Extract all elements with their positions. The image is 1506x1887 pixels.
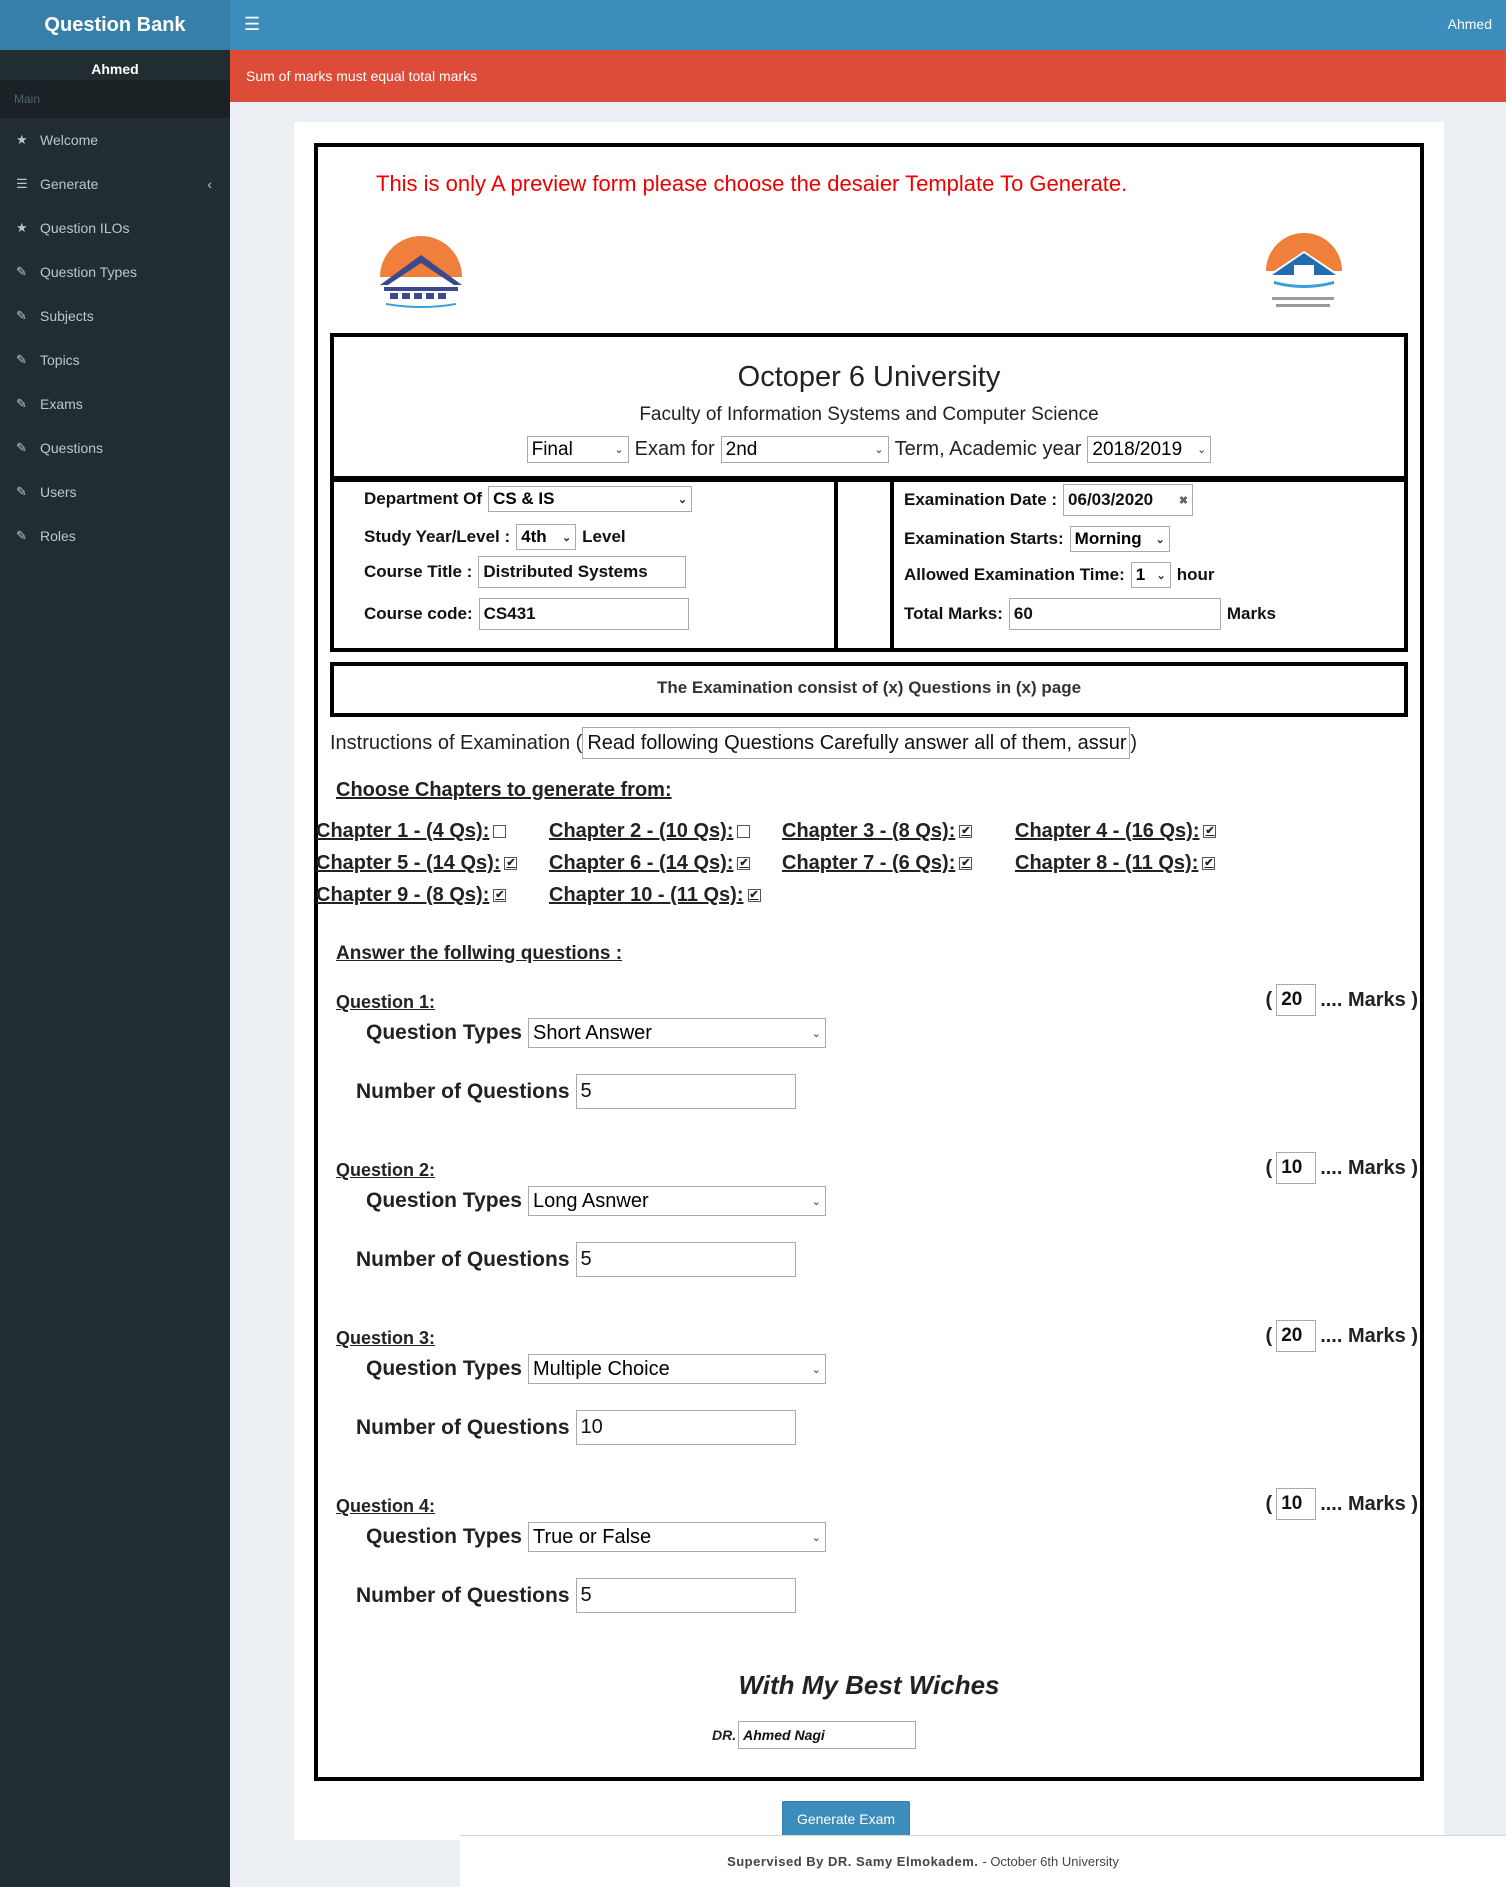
question-types-label: Question Types	[366, 1021, 522, 1044]
sidebar-item-subjects[interactable]	[0, 294, 230, 338]
allowed-time-select[interactable]: 1 ⌄	[1131, 562, 1171, 588]
exam-sheet	[314, 143, 1424, 1781]
question-marks	[1266, 1152, 1418, 1184]
exam-for-label: Exam for	[634, 438, 715, 460]
question-type-select[interactable]: Short Answer ⌄	[528, 1018, 826, 1048]
allowed-time-label: Allowed Examination Time:	[904, 565, 1125, 584]
answer-title: Answer the follwing questions :	[336, 943, 623, 964]
number-of-questions-label: Number of Questions	[356, 1247, 570, 1271]
chapter-label: Chapter 5 - (14 Qs):	[316, 852, 501, 874]
sidebar-item-label: Topics	[40, 352, 80, 368]
marks-suffix: .... Marks )	[1320, 988, 1418, 1011]
menu-toggle-icon[interactable]: ☰	[244, 14, 261, 34]
question-types-label: Question Types	[366, 1357, 522, 1380]
number-of-questions-label: Number of Questions	[356, 1415, 570, 1439]
exam-type-select[interactable]: Final ⌄	[527, 436, 629, 463]
sidebar-item-label: Question Types	[40, 264, 138, 280]
question-marks	[1266, 984, 1418, 1016]
sidebar-item-users[interactable]	[0, 470, 230, 514]
sidebar-item-question-types[interactable]	[0, 250, 230, 294]
course-code-label: Course code:	[364, 604, 473, 623]
number-of-questions-label: Number of Questions	[356, 1583, 570, 1607]
exam-starts-label: Examination Starts:	[904, 529, 1064, 548]
chapter-label: Chapter 3 - (8 Qs):	[782, 820, 956, 842]
app-logo[interactable]: Question Bank	[0, 0, 230, 50]
question-count-row	[356, 1410, 796, 1445]
doctor-name-input[interactable]: Ahmed Nagi	[738, 1721, 916, 1749]
error-alert: Sum of marks must equal total marks	[230, 50, 1506, 102]
signature-row	[712, 1721, 916, 1749]
chapter-label: Chapter 6 - (14 Qs):	[549, 852, 734, 874]
exam-date-label: Examination Date :	[904, 490, 1058, 509]
university-name: Octoper 6 University	[737, 361, 1001, 393]
faculty-logo-icon	[1258, 229, 1348, 319]
question-type-row	[366, 1354, 826, 1384]
sidebar-item-welcome[interactable]	[0, 118, 230, 162]
chapter-checkbox-6[interactable]	[549, 852, 750, 875]
checkbox[interactable]: ✔	[1205, 825, 1215, 837]
checkbox[interactable]: ✔	[749, 889, 759, 901]
total-marks-input[interactable]: 60	[1009, 598, 1221, 630]
sidebar-item-label: Questions	[40, 440, 104, 456]
exam-starts-select[interactable]: Morning ⌄	[1070, 526, 1170, 552]
checkbox[interactable]: ✔	[1204, 857, 1214, 869]
sidebar-item-label: Roles	[40, 528, 76, 544]
marks-suffix: .... Marks )	[1320, 1156, 1418, 1179]
instructions-label: Instructions of Examination (	[330, 731, 583, 754]
question-count-row	[356, 1074, 796, 1109]
chapter-checkbox-9[interactable]	[316, 884, 506, 907]
question-count-row	[356, 1242, 796, 1277]
exam-date-input[interactable]: 06/03/2020 ✖	[1063, 484, 1193, 516]
question-type-select[interactable]: Multiple Choice ⌄	[528, 1354, 826, 1384]
chapter-checkbox-2[interactable]	[549, 820, 750, 843]
edit-icon: ✎	[16, 264, 27, 279]
chapter-label: Chapter 10 - (11 Qs):	[549, 884, 744, 906]
question-type-row	[366, 1186, 826, 1216]
study-year-label: Study Year/Level :	[364, 527, 511, 546]
marks-suffix: .... Marks )	[1320, 1324, 1418, 1347]
chapter-checkbox-5[interactable]	[316, 852, 517, 875]
question-types-label: Question Types	[366, 1189, 522, 1212]
user-menu[interactable]: Ahmed	[1447, 16, 1492, 32]
question-count-input[interactable]: 5	[576, 1074, 796, 1109]
chapter-label: Chapter 9 - (8 Qs):	[316, 884, 490, 906]
question-marks-input[interactable]: 20	[1276, 1320, 1316, 1352]
preview-note: This is only A preview form please choose the desaier Template To Generate.	[376, 171, 1128, 196]
edit-icon: ✎	[16, 352, 27, 367]
question-type-row	[366, 1522, 826, 1552]
edit-icon: ✎	[16, 528, 27, 543]
question-title: Question 4:	[336, 1496, 436, 1516]
footer	[460, 1835, 1506, 1887]
chapter-label: Chapter 4 - (16 Qs):	[1015, 820, 1200, 842]
footer-supervised: Supervised By DR. Samy Elmokadem.	[727, 1854, 979, 1869]
checkbox[interactable]	[737, 825, 750, 838]
dr-label: DR.	[712, 1727, 737, 1743]
question-marks	[1266, 1488, 1418, 1520]
level-label: Level	[582, 527, 626, 546]
sidebar-item-label: Generate	[40, 176, 99, 192]
hour-label: hour	[1176, 565, 1215, 584]
question-marks-input[interactable]: 20	[1276, 984, 1316, 1016]
edit-icon: ✎	[16, 396, 27, 411]
sidebar-header: Main	[0, 80, 230, 118]
number-of-questions-label: Number of Questions	[356, 1079, 570, 1103]
sidebar-item-label: Subjects	[40, 308, 94, 324]
marks-open: (	[1265, 1492, 1273, 1515]
question-title: Question 1:	[336, 992, 436, 1012]
checkbox[interactable]	[493, 825, 506, 838]
sidebar-item-question-ilos[interactable]	[0, 206, 230, 250]
instructions-close: )	[1130, 731, 1138, 754]
sidebar-item-label: Exams	[40, 396, 83, 412]
exam-consist-note: The Examination consist of (x) Questions in (x) page	[330, 662, 1408, 717]
chapter-label: Chapter 1 - (4 Qs):	[316, 820, 490, 842]
chapter-checkbox-8[interactable]	[1015, 852, 1215, 875]
marks-open: (	[1265, 1324, 1273, 1347]
question-count-input[interactable]: 10	[576, 1410, 796, 1445]
sidebar-item-label: Question ILOs	[40, 220, 130, 236]
sidebar-item-label: Users	[40, 484, 77, 500]
total-marks-label: Total Marks:	[904, 604, 1003, 623]
question-count-input[interactable]: 5	[576, 1578, 796, 1613]
question-count-row	[356, 1578, 796, 1613]
sidebar	[0, 0, 230, 1887]
chapter-checkbox-10[interactable]	[549, 884, 761, 907]
chevron-left-icon: ‹	[207, 176, 212, 192]
sidebar-user: Ahmed	[91, 61, 139, 77]
faculty-name: Faculty of Information Systems and Computer Science	[639, 404, 1099, 425]
generate-exam-button[interactable]: Generate Exam	[782, 1801, 910, 1836]
question-types-label: Question Types	[366, 1525, 522, 1548]
marks-open: (	[1265, 1156, 1273, 1179]
question-count-input[interactable]: 5	[576, 1242, 796, 1277]
checkbox[interactable]: ✔	[739, 857, 749, 869]
sidebar-item-exams[interactable]	[0, 382, 230, 426]
star-icon: ★	[16, 132, 28, 147]
marks-label: Marks	[1226, 604, 1277, 623]
sidebar-item-questions[interactable]	[0, 426, 230, 470]
instructions-input[interactable]: Read following Questions Carefully answer all of them, assur	[582, 727, 1130, 759]
edit-icon: ✎	[16, 440, 27, 455]
chapters-title: Choose Chapters to generate from:	[336, 779, 672, 801]
course-title-label: Course Title :	[364, 562, 473, 581]
question-marks-input[interactable]: 10	[1276, 1152, 1316, 1184]
chapter-checkbox-4[interactable]	[1015, 820, 1216, 843]
term-select[interactable]: 2nd ⌄	[721, 436, 889, 463]
chapter-checkbox-1[interactable]	[316, 820, 506, 843]
question-marks-input[interactable]: 10	[1276, 1488, 1316, 1520]
question-type-select[interactable]: Long Asnwer ⌄	[528, 1186, 826, 1216]
instructions-row	[330, 727, 1137, 759]
chapter-label: Chapter 2 - (10 Qs):	[549, 820, 734, 842]
course-title-input[interactable]: Distributed Systems	[478, 556, 686, 588]
checkbox[interactable]: ✔	[495, 889, 505, 901]
checkbox[interactable]: ✔	[506, 857, 516, 869]
course-code-input[interactable]: CS431	[479, 598, 689, 630]
sidebar-item-generate[interactable]	[0, 162, 230, 206]
chapter-label: Chapter 8 - (11 Qs):	[1015, 852, 1199, 874]
question-title: Question 3:	[336, 1328, 436, 1348]
academic-year-select[interactable]: 2018/2019 ⌄	[1087, 436, 1211, 463]
university-logo-icon	[376, 225, 466, 311]
clear-date-icon[interactable]: ✖	[1178, 494, 1189, 507]
exam-info	[330, 478, 1408, 652]
edit-icon: ✎	[16, 308, 27, 323]
question-marks	[1266, 1320, 1418, 1352]
department-select[interactable]: CS & IS ⌄	[488, 486, 692, 512]
top-navbar	[230, 0, 1506, 50]
study-year-select[interactable]: 4th ⌄	[516, 524, 576, 550]
sidebar-item-topics[interactable]	[0, 338, 230, 382]
department-label: Department Of	[364, 489, 483, 508]
question-type-select[interactable]: True or False ⌄	[528, 1522, 826, 1552]
chapter-checkbox-3[interactable]	[782, 820, 972, 843]
chapter-label: Chapter 7 - (6 Qs):	[782, 852, 956, 874]
sidebar-item-label: Welcome	[40, 132, 99, 148]
edit-icon: ✎	[16, 484, 27, 499]
question-type-row	[366, 1018, 826, 1048]
question-title: Question 2:	[336, 1160, 436, 1180]
checkbox[interactable]: ✔	[961, 825, 971, 837]
marks-suffix: .... Marks )	[1320, 1492, 1418, 1515]
checkbox[interactable]: ✔	[961, 857, 971, 869]
list-icon: ☰	[16, 176, 28, 191]
star-icon: ★	[16, 220, 28, 235]
footer-university: - October 6th University	[982, 1854, 1119, 1869]
marks-open: (	[1265, 988, 1273, 1011]
exam-header	[330, 333, 1408, 480]
term-label: Term, Academic year	[894, 438, 1082, 460]
best-wishes: With My Best Wiches	[738, 1670, 1000, 1700]
sidebar-item-roles[interactable]	[0, 514, 230, 558]
chapter-checkbox-7[interactable]	[782, 852, 972, 875]
